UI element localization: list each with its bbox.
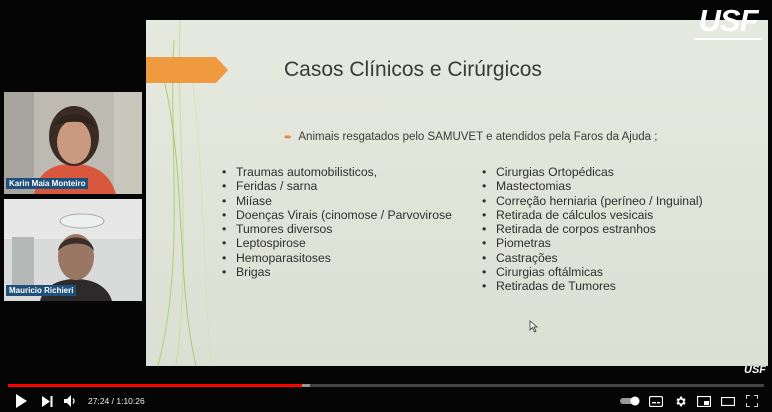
miniplayer-button[interactable] <box>696 393 712 409</box>
usf-logo-underline <box>694 38 762 40</box>
gear-icon <box>674 395 687 408</box>
participant-tile-karin[interactable] <box>4 92 142 194</box>
list-item: • Retirada de corpos estranhos <box>482 222 703 236</box>
slide-title: Casos Clínicos e Cirúrgicos <box>284 58 542 81</box>
fullscreen-button[interactable] <box>744 393 760 409</box>
list-item: • Feridas / sarna <box>222 179 452 193</box>
subtitles-icon <box>649 396 663 407</box>
list-item: • Brigas <box>222 265 452 279</box>
conditions-list <box>222 165 452 279</box>
list-item: • Hemoparasitoses <box>222 251 452 265</box>
participant-name-tag: Mauricio Richieri <box>6 285 76 296</box>
autoplay-toggle-icon <box>620 396 640 406</box>
list-item: • Mastectomias <box>482 179 703 193</box>
list-item: • Cirurgias Ortopédicas <box>482 165 703 179</box>
subtitles-button[interactable] <box>648 393 664 409</box>
list-item: • Castrações <box>482 251 703 265</box>
list-item: • Piometras <box>482 236 703 250</box>
progress-played <box>8 384 302 387</box>
skip-next-icon <box>42 396 53 407</box>
list-item: • Leptospirose <box>222 236 452 250</box>
list-item: • Doenças Virais (cinomose / Parvovirose <box>222 208 452 222</box>
time-display: 27:24 / 1:10:26 <box>88 396 145 406</box>
presentation-slide <box>146 20 768 366</box>
participant-tile-mauricio[interactable] <box>4 199 142 301</box>
arrow-bullet-icon: ➨ <box>284 132 293 143</box>
autoplay-toggle[interactable] <box>620 393 640 409</box>
theater-mode-button[interactable] <box>720 393 736 409</box>
procedures-list <box>482 165 703 294</box>
video-progress-bar[interactable] <box>8 384 764 387</box>
slide-intro-text: Animais resgatados pelo SAMUVET e atendidos pela Faros da Ajuda ; <box>298 131 658 143</box>
settings-button[interactable] <box>672 393 688 409</box>
list-item: • Miíase <box>222 194 452 208</box>
participant-name-tag: Karin Maia Monteiro <box>6 178 88 189</box>
usf-logo-text: USF <box>698 3 758 38</box>
usf-watermark: USF <box>744 364 766 376</box>
volume-button[interactable] <box>62 393 78 409</box>
theater-mode-icon <box>721 397 735 406</box>
usf-logo <box>690 4 766 48</box>
miniplayer-icon <box>697 396 711 407</box>
list-item: • Tumores diversos <box>222 222 452 236</box>
play-button[interactable] <box>12 393 30 409</box>
title-arrow-accent <box>146 57 230 83</box>
play-icon <box>15 394 27 408</box>
list-item: • Cirurgias oftálmicas <box>482 265 703 279</box>
list-item: • Correção herniaria (períneo / Inguinal) <box>482 194 703 208</box>
list-item: • Retiradas de Tumores <box>482 279 703 293</box>
list-item: • Traumas automobilisticos, <box>222 165 452 179</box>
next-button[interactable] <box>40 393 54 409</box>
mouse-cursor-icon <box>529 320 538 333</box>
slide-intro <box>284 131 657 143</box>
list-item: • Retirada de cálculos vesicais <box>482 208 703 222</box>
fullscreen-icon <box>746 395 758 407</box>
volume-icon <box>64 395 77 407</box>
